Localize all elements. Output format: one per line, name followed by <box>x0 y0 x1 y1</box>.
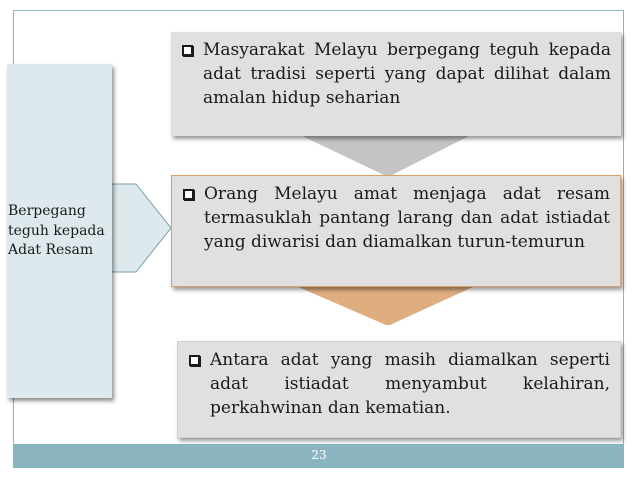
statement-text-3: Antara adat yang masih diamalkan seperti adat istiadat menyambut kelahiran, perkahwinan dan kematian. <box>210 350 610 418</box>
statement-box-1 <box>171 32 621 136</box>
down-arrow-1 <box>296 133 475 176</box>
down-arrow-2 <box>296 286 475 325</box>
page-number: 23 <box>311 448 327 462</box>
checkbox-bullet-icon <box>189 355 200 366</box>
checkbox-bullet-icon <box>183 189 194 200</box>
checkbox-bullet-icon <box>182 45 193 56</box>
statement-text-2: Orang Melayu amat menjaga adat resam termasuklah pantang larang dan adat istiadat yang diwarisi dan diamalkan turun-temurun <box>204 184 610 252</box>
side-arrow <box>110 184 171 272</box>
statement-box-3 <box>177 341 621 438</box>
statement-box-2 <box>171 175 621 287</box>
side-label: Berpegang teguh kepada Adat Resam <box>8 203 105 258</box>
statement-text-1: Masyarakat Melayu berpegang teguh kepada adat tradisi seperti yang dapat dilihat dalam amalan hidup seharian <box>203 40 611 108</box>
